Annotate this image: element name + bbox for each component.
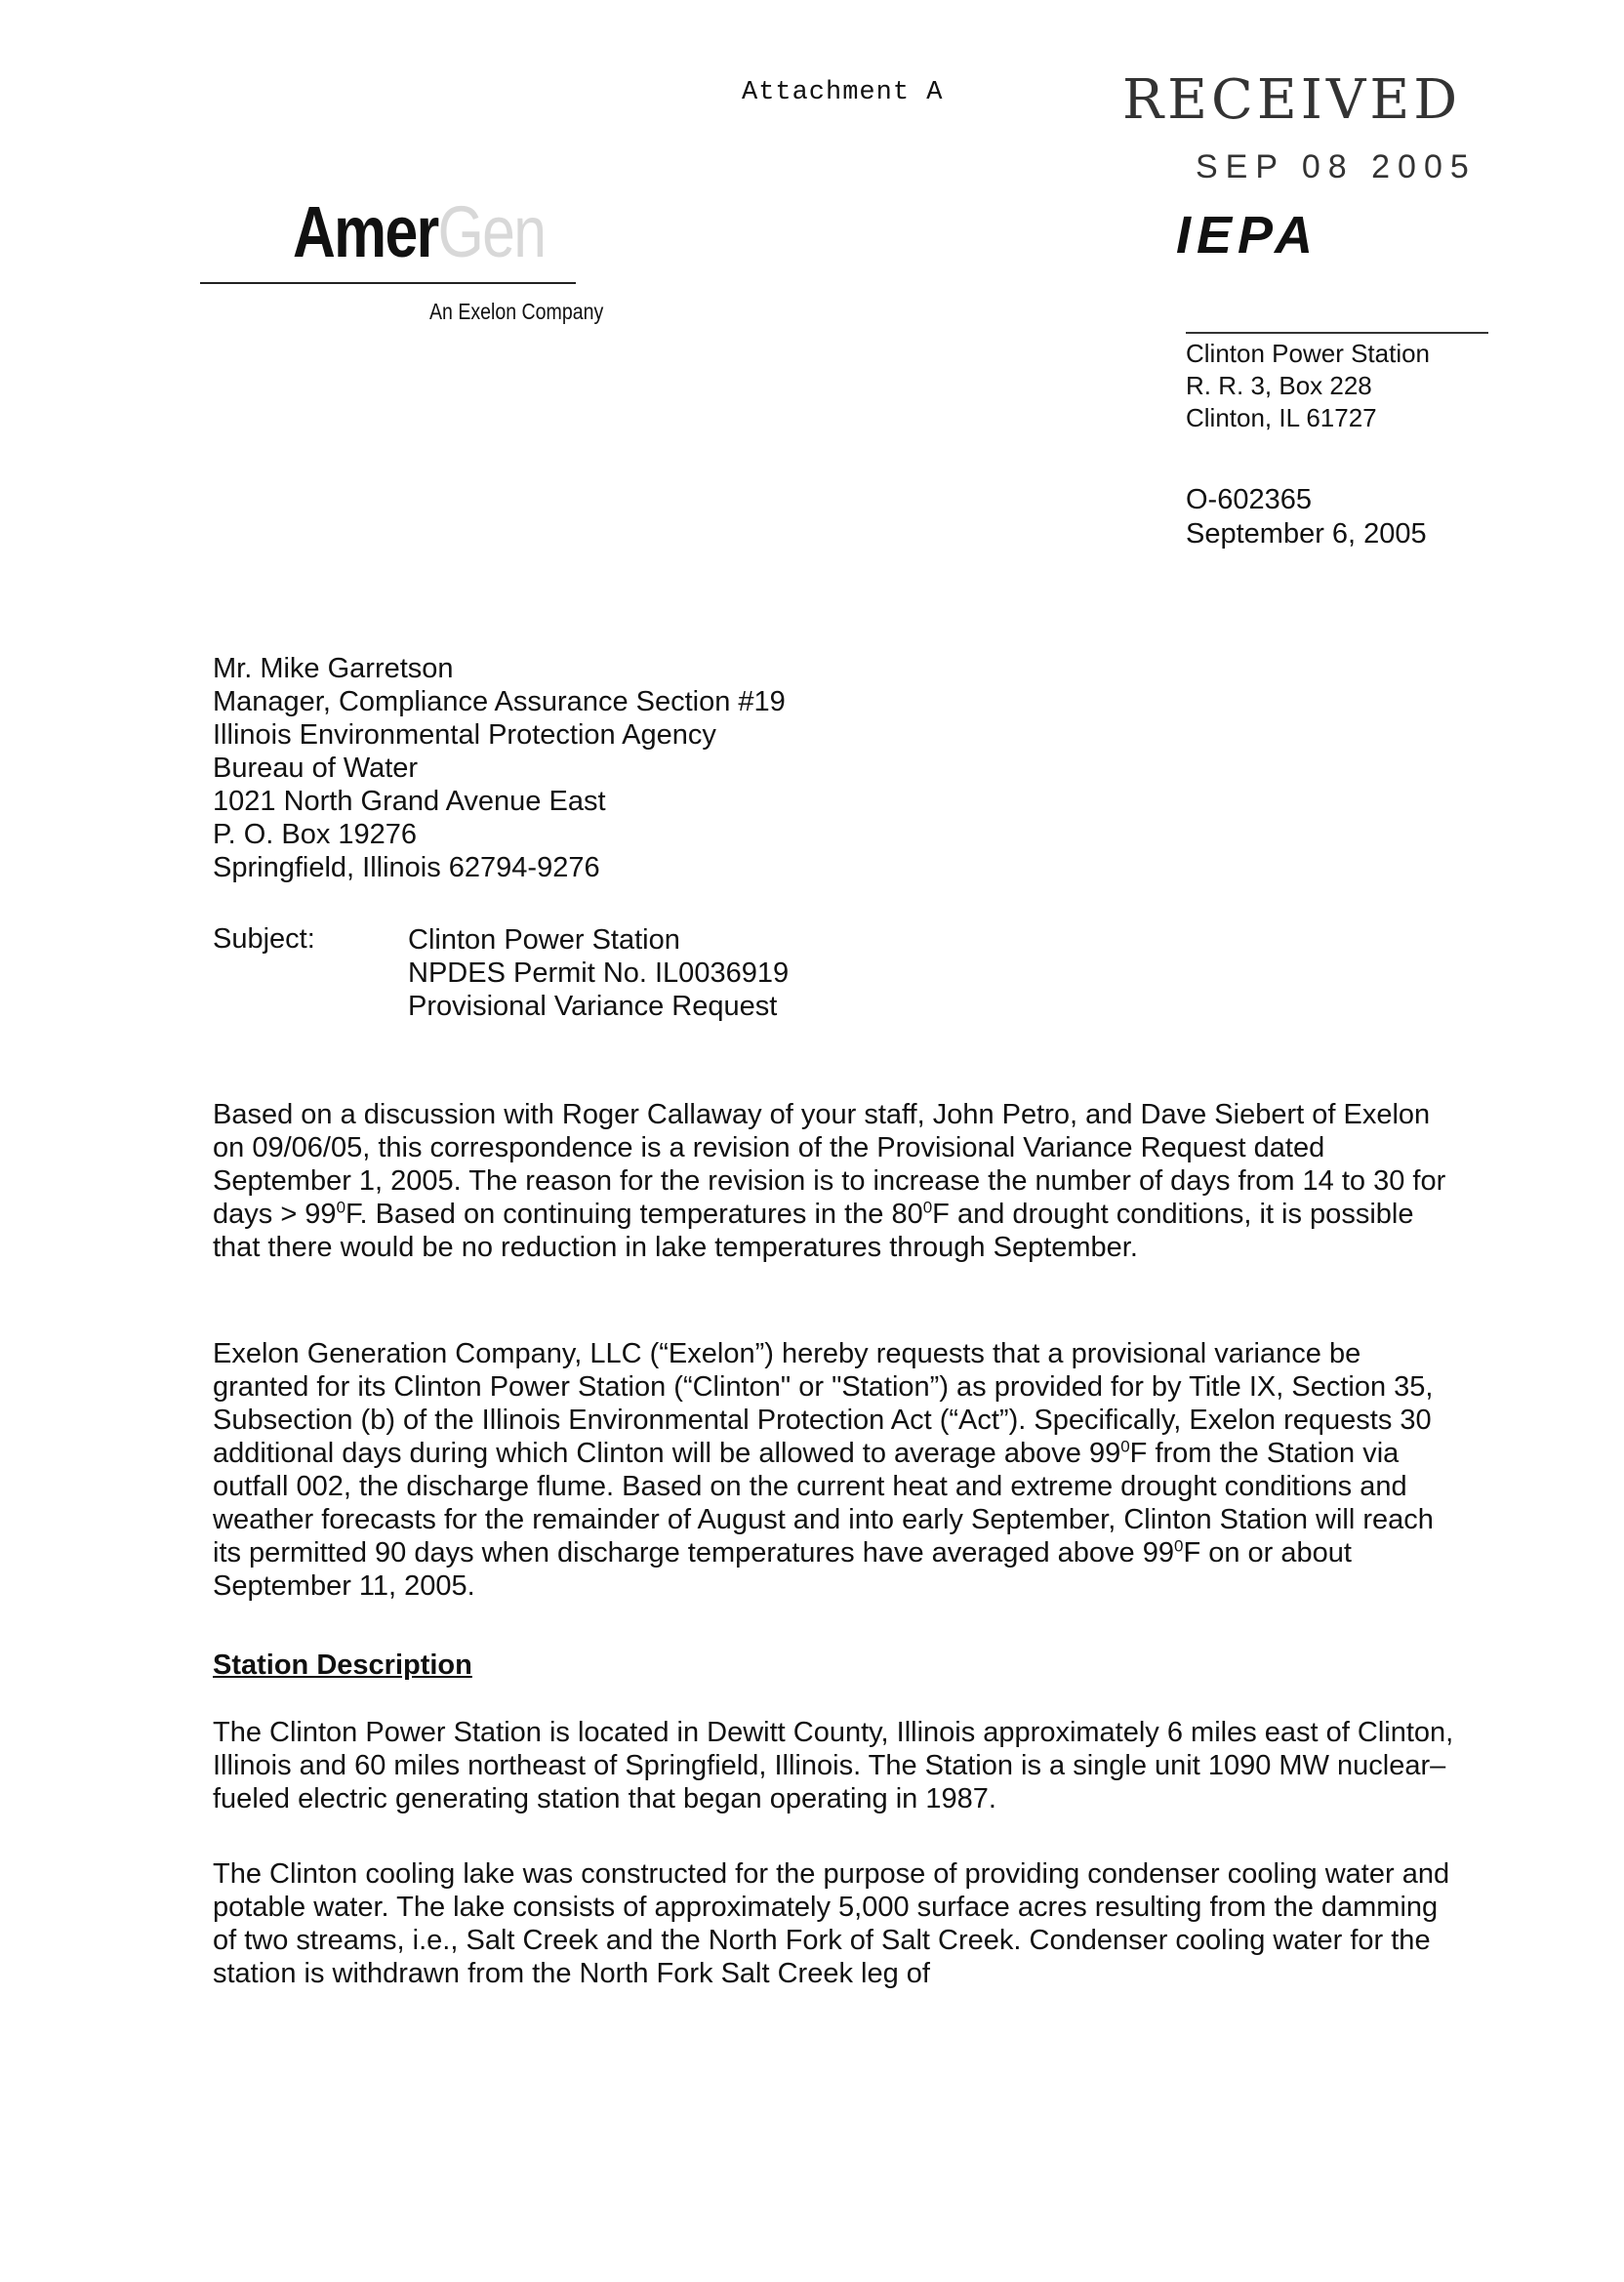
body-paragraph-request [213,1337,1462,1603]
subject-line: NPDES Permit No. IL0036919 [408,958,790,989]
subject-lines [408,923,789,1023]
body-text: F from the Station via outfall 002, the discharge flume. Based on the current heat and extreme drought conditions and weather forecasts for the remainder of August and into early September, Clinton Station will reach its permitted 90 days when discharge temperatures have averaged above 99 [213,1438,1434,1569]
logo-divider [200,282,576,284]
recipient-line: Manager, Compliance Assurance Section #19 [213,686,786,717]
agency-stamp: IEPA [1176,206,1320,265]
degree-superscript: 0 [336,1198,346,1217]
sender-address [1186,338,1430,434]
recipient-line: Illinois Environmental Protection Agency [213,719,716,751]
degree-superscript: 0 [1173,1536,1184,1556]
reference-block [1186,483,1427,551]
address-divider [1186,332,1488,334]
received-stamp [1122,68,1461,132]
reference-number: O-602365 [1186,484,1312,515]
body-text: F and drought conditions, it is possible that there would be no reduction in lake temperatures through September. [213,1199,1414,1263]
sender-address-line: R. R. 3, Box 228 [1186,371,1372,400]
recipient-line: Bureau of Water [213,753,419,784]
recipient-line: Mr. Mike Garretson [213,653,454,684]
recipient-line: Springfield, Illinois 62794-9276 [213,852,600,883]
body-paragraph-lake: The Clinton cooling lake was constructed for the purpose of providing condenser cooling water and potable water. The lake consists of approximately 5,000 surface acres resulting from the damming of two streams, i.e., Salt Creek and the North Fork of Salt Creek. Condenser cooling water for the station is withdrawn from the North Fork Salt Creek leg of [213,1858,1450,1989]
body-text: Exelon Generation Company, LLC (“Exelon”) hereby requests that a provisional variance be granted for its Clinton Power Station (“Clinton" or "Station”) as provided for by Title IX, Section 35, Subsection (b) of the Illinois Environmental Protection Act (“Act”). Specifically, Exelon requests 30 additional days during which Clinton will be allowed to average above 99 [213,1338,1434,1469]
subject-label: Subject: [213,923,315,955]
body-text: F on or about September 11, 2005. [213,1537,1352,1602]
body-paragraph-revision [213,1098,1462,1264]
body-text: Based on a discussion with Roger Callaway of your staff, John Petro, and Dave Siebert of Exelon on 09/06/05, this correspondence is a revision of the Provisional Variance Request dated September 1, 2005. The reason for the revision is to increase the number of days from 14 to 30 for days > 99 [213,1099,1446,1230]
body-text: F. Based on continuing temperatures in the 80 [345,1199,923,1230]
received-stamp-date: SEP 08 2005 [1196,148,1477,185]
degree-superscript: 0 [1120,1437,1130,1456]
attachment-label: Attachment A [742,78,944,107]
body-paragraph-location: The Clinton Power Station is located in Dewitt County, Illinois approximately 6 miles east of Clinton, Illinois and 60 miles northeast of Springfield, Illinois. The Station is a single unit 1090 MW nuclear–fueled electric generating station that began operating in 1987. [213,1717,1454,1814]
received-stamp-text: RECEIVED [1122,68,1462,132]
logo-text-faded: Gen [437,191,546,272]
logo-tagline: An Exelon Company [429,299,604,324]
sender-address-line: Clinton, IL 61727 [1186,403,1377,432]
subject-line: Clinton Power Station [408,924,680,956]
section-heading: Station Description [213,1650,472,1681]
recipient-address [213,652,786,884]
letter-date: September 6, 2005 [1186,518,1427,550]
recipient-line: P. O. Box 19276 [213,819,418,850]
recipient-line: 1021 North Grand Avenue East [213,786,606,817]
subject-line: Provisional Variance Request [408,991,778,1022]
logo-text: Amer [293,191,438,272]
company-logo [293,190,545,273]
degree-superscript: 0 [922,1198,933,1217]
sender-address-line: Clinton Power Station [1186,339,1431,368]
